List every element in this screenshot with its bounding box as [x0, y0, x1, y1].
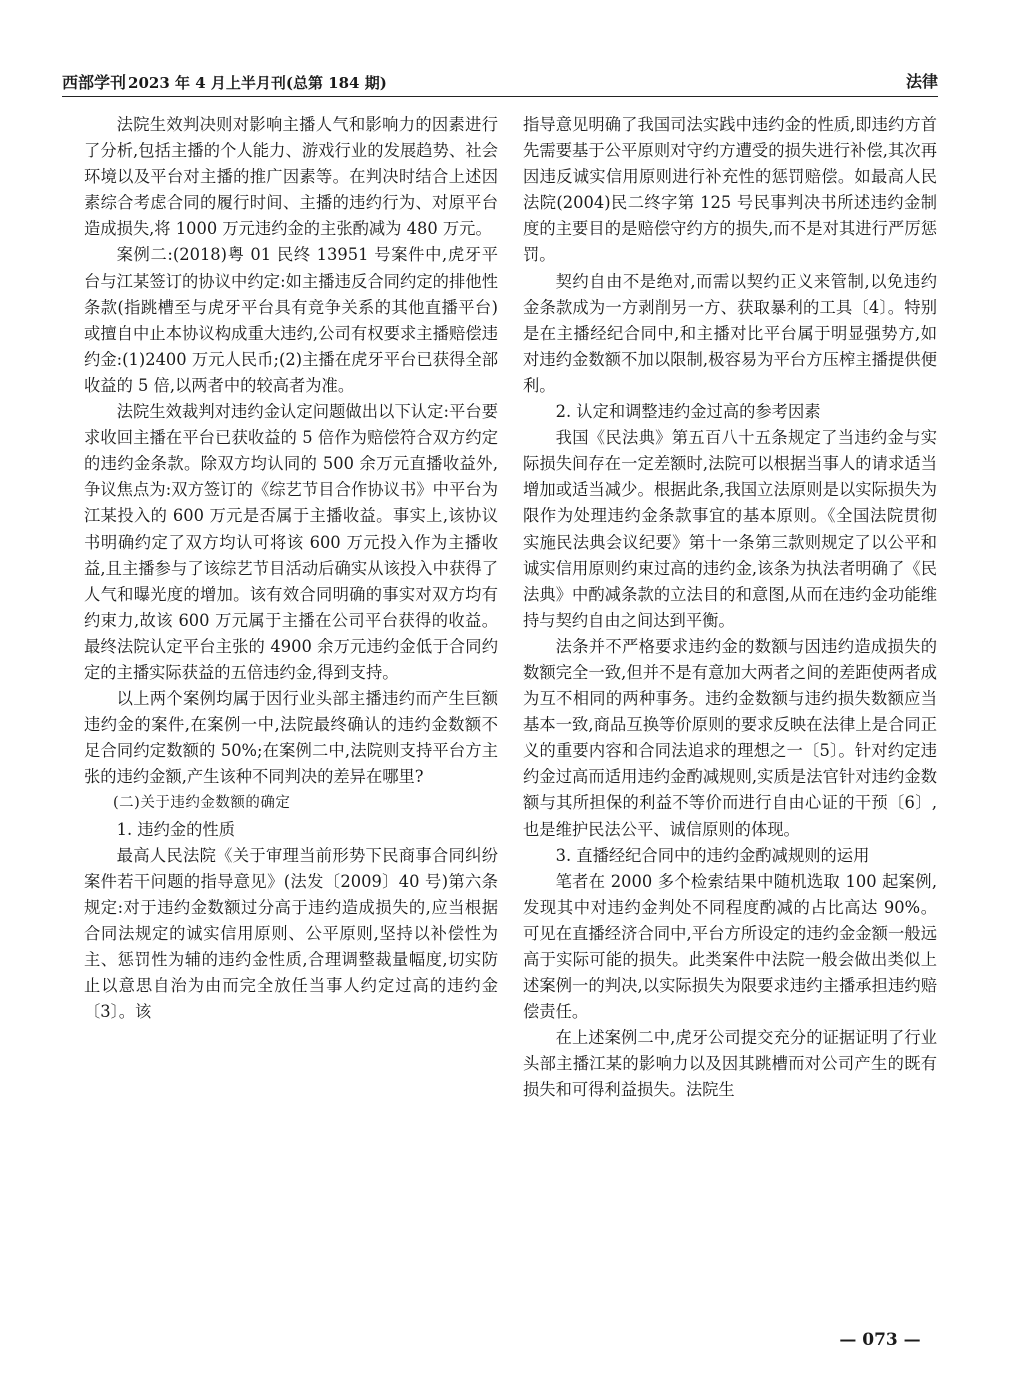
section-heading: (二)关于违约金数额的确定 [113, 795, 291, 812]
paragraph: 指导意见明确了我国司法实践中违约金的性质,即违约方首先需要基于公平原则对守约方遭受的损失进行补偿,其次再因违反诚实信用原则进行补充性的惩罚赔偿。如最高人民法院(2004)民二终字第 125 号民事判决书所述违约金制度的主要目的是赔偿守约方的损失,而不是对其进行严厉惩罚。 [523, 115, 937, 265]
paragraph: 笔者在 2000 多个检索结果中随机选取 100 起案例,发现其中对违约金判处不同程度酌减的占比高达 90%。可见在直播经济合同中,平台方所设定的违约金金额一般远高于实际可能的损失。此类案件中法院一般会做出类似上述案例一的判决,以实际损失为限要求违约主播承担违约赔偿责任。 [523, 871, 937, 1022]
paragraph: 案例二:(2018)粤 01 民终 13951 号案件中,虎牙平台与江某签订的协议中约定:如主播违反合同约定的排他性条款(指跳槽至与虎牙平台具有竞争关系的其他直播平台)或擅自中止本协议构成重大违约,公司有权要求主播赔偿违约金:(1)2400 万元人民币;(2)主播在虎牙平台已获得全部收益的 5 倍,以两者中的较高者为准。 [84, 245, 498, 395]
issue-label: 2023 年 4 月上半月刊(总第 184 期) [128, 74, 387, 92]
paragraph: 法院生效裁判对违约金认定问题做出以下认定:平台要求收回主播在平台已获收益的 5 倍作为赔偿符合双方约定的违约金条款。除双方均认同的 500 余万元直播收益外,争议焦点为:双方签订的《综艺节目合作协议书》中平台为江某投入的 600 万元是否属于主播收益。事实上,该协议书明确约定了双方均认可将该 600 万元投入作为主播收益,且主播参与了该综艺节目活动后确实从该投入中获得了人气和曝光度的增加。该有效合同明确的事实对双方均有约束力,故该 600 万元属于主播在公司平台获得的收益。最终法院认定平台主张的 4900 余万元违约金低于合同约定的主播实际获益的五倍违约金,得到支持。 [84, 402, 498, 682]
paragraph: 法条并不严格要求违约金的数额与因违约造成损失的数额完全一致,但并不是有意加大两者之间的差距使两者成为互不相同的两种事务。违约金数额与违约损失数额应当基本一致,商品互换等价原则的要求反映在法律上是合同正义的重要内容和合同法追求的理想之一〔5〕。针对约定违约金过高而适用违约金酌减规则,实质是法官针对违约金数额与其所担保的利益不等价而进行自由心证的干预〔6〕,也是维护民法公平、诚信原则的体现。 [523, 636, 937, 839]
subsection-heading: 3. 直播经纪合同中的违约金酌减规则的运用 [555, 845, 870, 865]
subsection-heading: 1. 违约金的性质 [116, 819, 235, 839]
subsection-heading: 2. 认定和调整违约金过高的参考因素 [555, 402, 821, 422]
page-number: — 073 — [839, 1330, 921, 1350]
paragraph: 法院生效判决则对影响主播人气和影响力的因素进行了分析,包括主播的个人能力、游戏行业的发展趋势、社会环境以及平台对主播的推广因素等。在判决时结合上述因素综合考虑合同的履行时间、主播的违约行为、对原平台造成损失,将 1000 万元违约金的主张酌减为 480 万元。 [84, 115, 498, 239]
paragraph: 我国《民法典》第五百八十五条规定了当违约金与实际损失间存在一定差额时,法院可以根据当事人的请求适当增加或适当减少。根据此条,我国立法原则是以实际损失为限作为处理违约金条款事宜的基本原则。《全国法院贯彻实施民法典会议纪要》第十一条第三款则规定了以公平和诚实信用原则约束过高的违约金,该条为执法者明确了《民法典》中酌减条款的立法目的和意图,从而在违约金功能维持与契约自由之间达到平衡。 [523, 428, 937, 630]
section-label: 法律 [905, 72, 938, 91]
journal-issue [62, 70, 387, 93]
running-header [62, 68, 938, 97]
paragraph: 契约自由不是绝对,而需以契约正义来管制,以免违约金条款成为一方剥削另一方、获取暴利的工具〔4〕。特别是在主播经纪合同中,和主播对比平台属于明显强势方,如对违约金数额不加以限制,极容易为平台方压榨主播提供便利。 [523, 271, 937, 395]
journal-logo: 西部学刊 [62, 73, 127, 92]
right-column [523, 112, 937, 1104]
paragraph: 最高人民法院《关于审理当前形势下民商事合同纠纷案件若干问题的指导意见》(法发〔2009〕40 号)第六条规定:对于违约金数额过分高于违约造成损失的,应当根据合同法规定的诚实信用原则、公平原则,坚持以补偿性为主、惩罚性为辅的违约金性质,合理调整裁量幅度,切实防止以意思自治为由而完全放任当事人约定过高的违约金〔3〕。该 [84, 845, 498, 1022]
paragraph: 在上述案例二中,虎牙公司提交充分的证据证明了行业头部主播江某的影响力以及因其跳槽而对公司产生的既有损失和可得利益损失。法院生 [523, 1028, 937, 1100]
paragraph: 以上两个案例均属于因行业头部主播违约而产生巨额违约金的案件,在案例一中,法院最终确认的违约金数额不足合同约定数额的 50%;在案例二中,法院则支持平台方主张的违约金额,产生该种不同判决的差异在哪里? [84, 689, 498, 787]
left-column [84, 112, 498, 1025]
